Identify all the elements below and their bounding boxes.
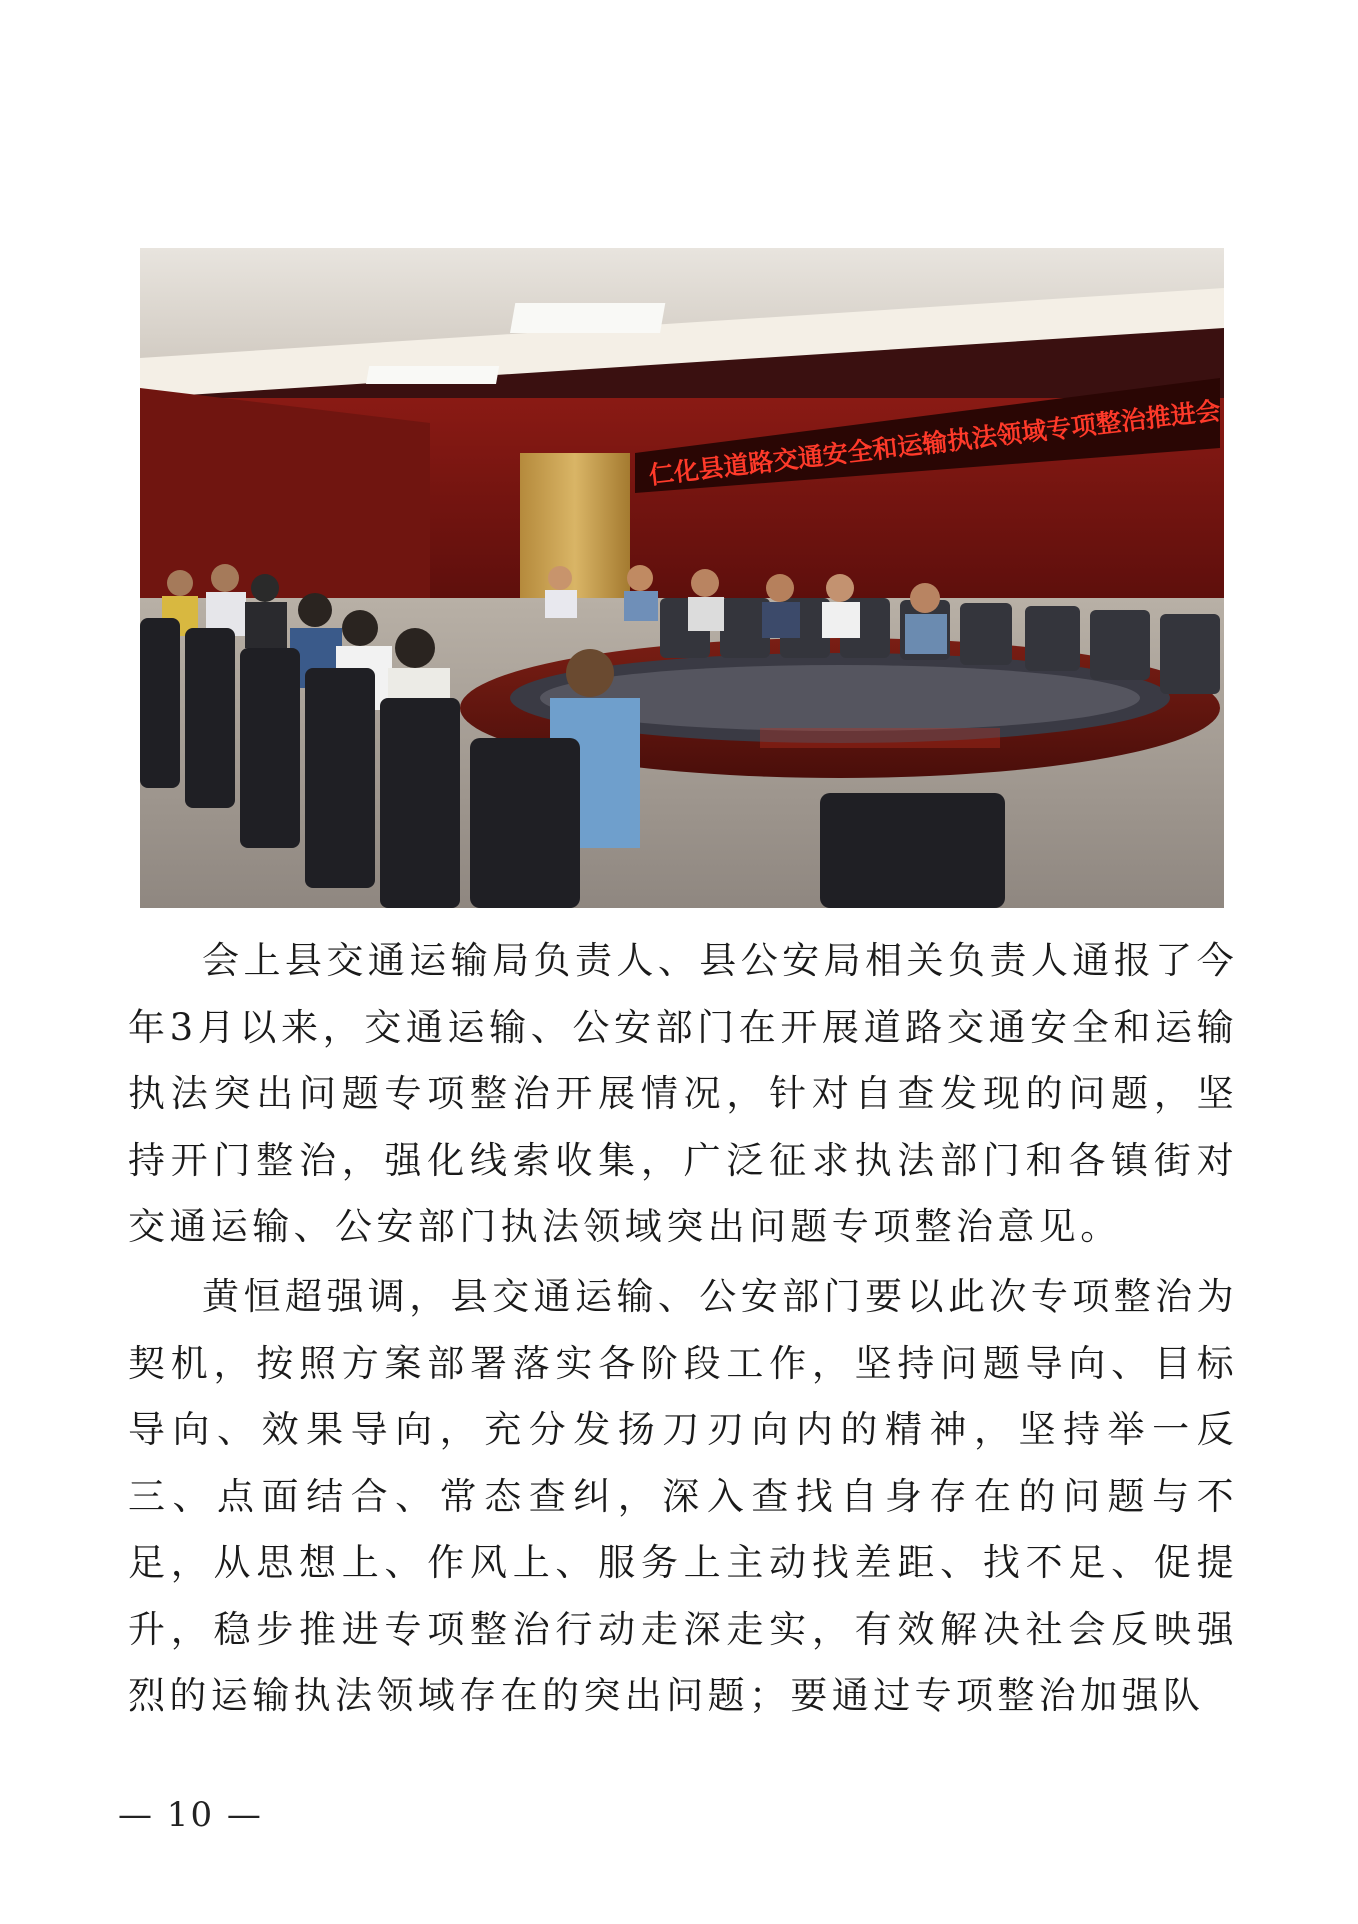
paragraph-1: 会上县交通运输局负责人、县公安局相关负责人通报了今年3月以来，交通运输、公安部门在开展道路交通安全和运输执法突出问题专项整治开展情况，针对自查发现的问题，坚持开门整治，强化线索收集，广泛征求执法部门和各镇街对交通运输、公安部门执法领域突出问题专项整治意见。 [128,939,1238,1248]
paragraph-2: 黄恒超强调，县交通运输、公安部门要以此次专项整治为契机，按照方案部署落实各阶段工作，坚持问题导向、目标导向、效果导向，充分发扬刀刃向内的精神，坚持举一反三、点面结合、常态查纠，深入查找自身存在的问题与不足，从思想上、作风上、服务上主动找差距、找不足、促提升，稳步推进专项整治行动走深走实，有效解决社会反映强烈的运输执法领域存在的突出问题；要通过专项整治加强队 [128,1275,1238,1717]
page-number: — 10 — [118,1795,263,1835]
meeting-photo [140,248,1224,908]
banner-text: 仁化县道路交通安全和运输执法领域专项整治推进会 [647,396,1222,490]
